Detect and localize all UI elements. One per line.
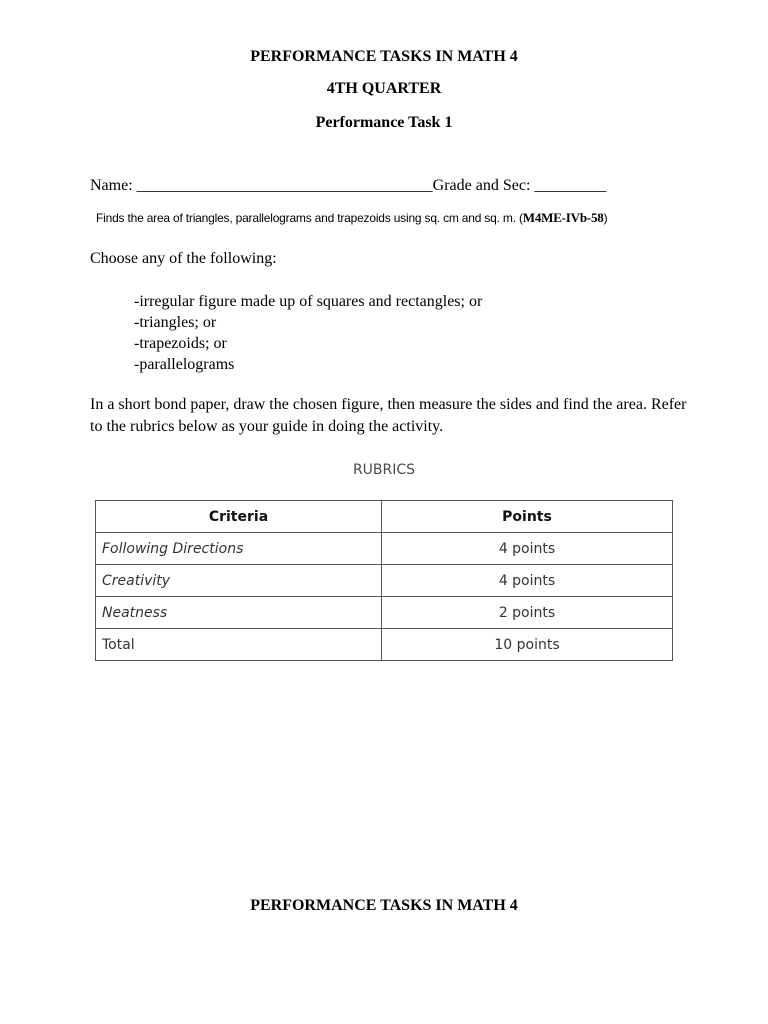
competency-code: M4ME-IVb-58 bbox=[522, 210, 604, 225]
points-cell: 10 points bbox=[382, 629, 673, 661]
points-cell: 4 points bbox=[382, 565, 673, 597]
points-cell: 4 points bbox=[382, 533, 673, 565]
criteria-header: Criteria bbox=[96, 501, 382, 533]
competency-text: Finds the area of triangles, parallelograms and trapezoids using sq. cm and sq. m. ( bbox=[96, 211, 523, 225]
name-blank: _____________________________________ bbox=[136, 177, 433, 194]
criteria-cell: Total bbox=[96, 629, 382, 661]
name-grade-line bbox=[90, 177, 606, 195]
name-label: Name: bbox=[90, 177, 133, 194]
task-heading: Performance Task 1 bbox=[315, 114, 453, 131]
criteria-cell: Following Directions bbox=[96, 533, 382, 565]
document-title: PERFORMANCE TASKS IN MATH 4 bbox=[250, 48, 518, 65]
choose-prompt: Choose any of the following: bbox=[90, 250, 277, 267]
instructions-paragraph: In a short bond paper, draw the chosen figure, then measure the sides and find the area. Refer to the rubrics below as your guide in doing the activity. bbox=[90, 396, 687, 435]
table-header-row bbox=[96, 501, 673, 533]
competency-close: ) bbox=[603, 211, 608, 225]
grade-label: Grade and Sec: bbox=[432, 177, 531, 194]
option-item: -trapezoids; or bbox=[134, 335, 227, 352]
option-item: -triangles; or bbox=[134, 314, 217, 331]
option-item: -parallelograms bbox=[134, 356, 235, 373]
footer-title: PERFORMANCE TASKS IN MATH 4 bbox=[250, 897, 518, 914]
grade-blank: _________ bbox=[534, 177, 607, 194]
table-row bbox=[96, 533, 673, 565]
options-list bbox=[134, 291, 482, 375]
table-row-total bbox=[96, 629, 673, 661]
points-cell: 2 points bbox=[382, 597, 673, 629]
criteria-cell: Creativity bbox=[96, 565, 382, 597]
rubric-table bbox=[95, 500, 673, 661]
table-row bbox=[96, 597, 673, 629]
quarter-heading: 4TH QUARTER bbox=[326, 80, 442, 97]
points-header: Points bbox=[382, 501, 673, 533]
option-item: -irregular figure made up of squares and rectangles; or bbox=[134, 293, 483, 310]
criteria-cell: Neatness bbox=[96, 597, 382, 629]
rubrics-title: RUBRICS bbox=[352, 462, 416, 478]
table-row bbox=[96, 565, 673, 597]
competency-statement bbox=[96, 210, 607, 226]
